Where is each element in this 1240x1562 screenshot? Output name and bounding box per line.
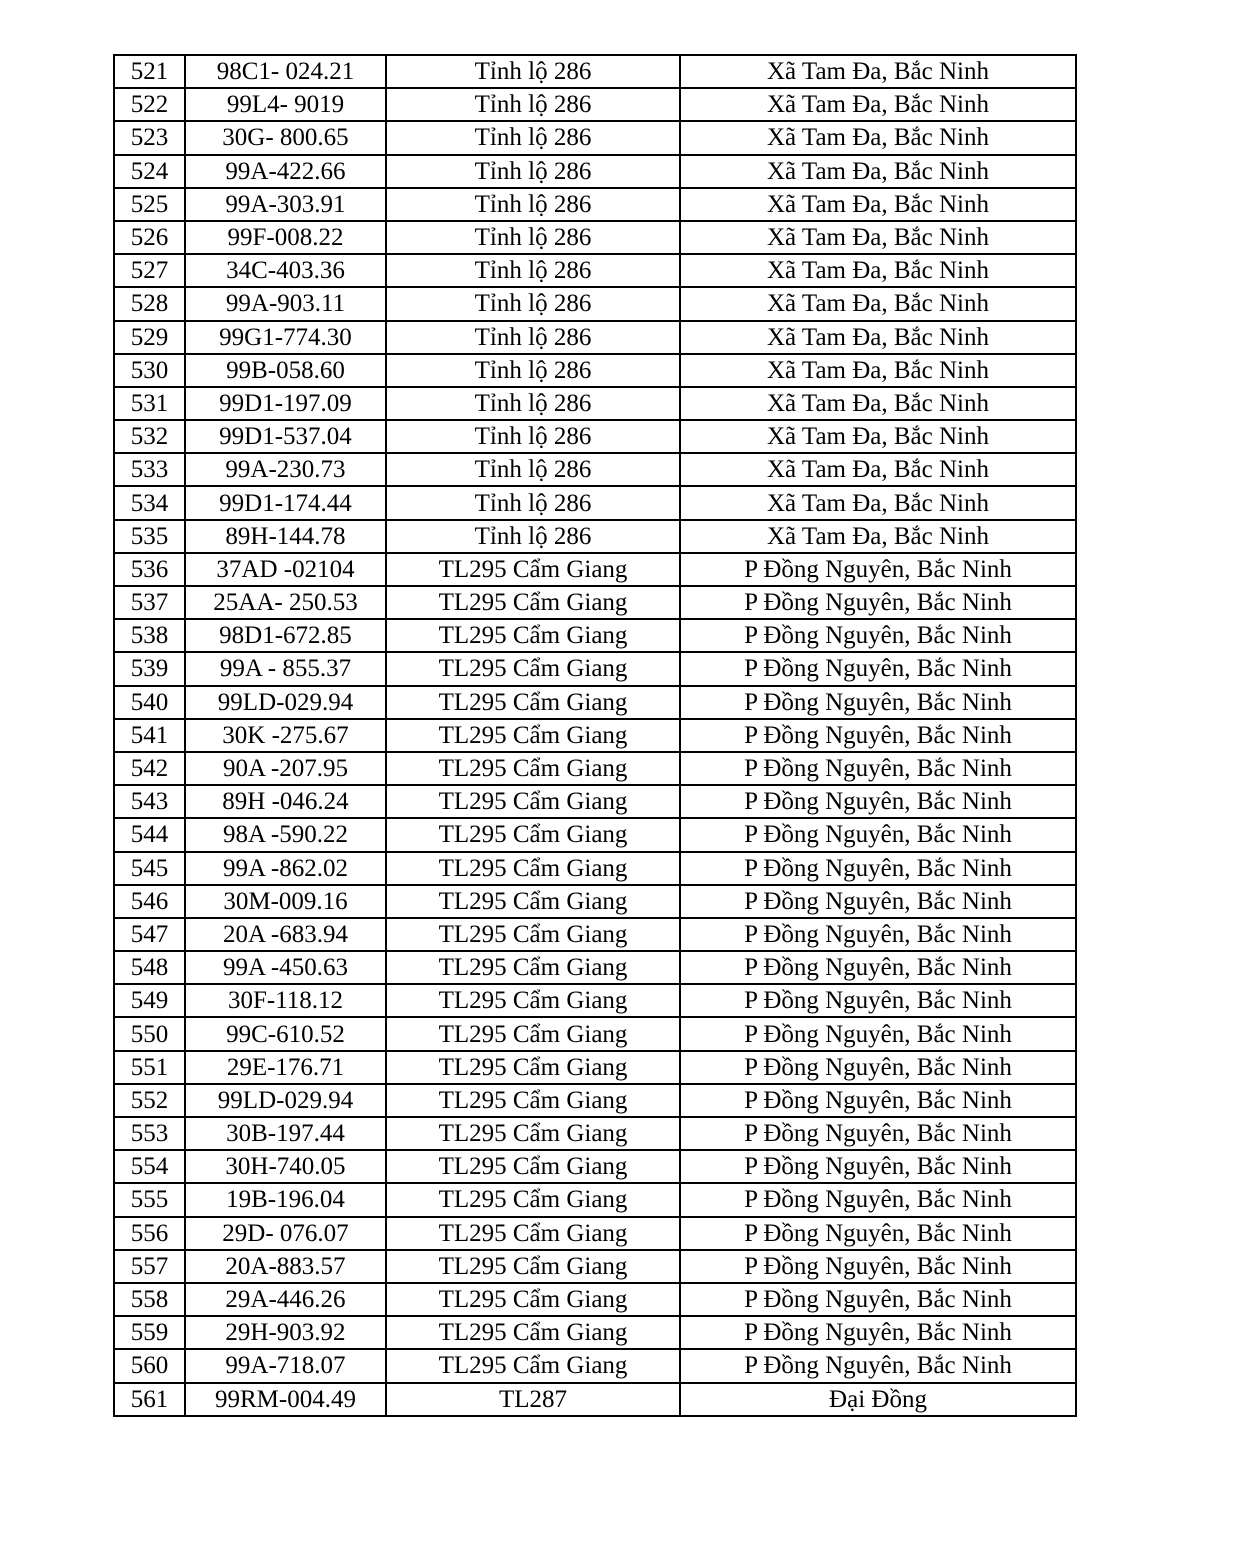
road-cell: TL295 Cẩm Giang	[386, 752, 680, 785]
license-plate-cell: 99A-422.66	[185, 155, 386, 188]
table-row	[114, 55, 1076, 88]
row-number-cell: 559	[114, 1316, 185, 1349]
row-number-cell: 555	[114, 1183, 185, 1216]
row-number-cell: 556	[114, 1217, 185, 1250]
location-cell: P Đồng Nguyên, Bắc Ninh	[680, 951, 1076, 984]
road-cell: Tỉnh lộ 286	[386, 155, 680, 188]
row-number-cell: 536	[114, 553, 185, 586]
row-number-cell: 541	[114, 719, 185, 752]
table-row	[114, 785, 1076, 818]
road-cell: Tỉnh lộ 286	[386, 121, 680, 154]
road-cell: Tỉnh lộ 286	[386, 520, 680, 553]
table-row	[114, 486, 1076, 519]
license-plate-cell: 29D- 076.07	[185, 1217, 386, 1250]
table-row	[114, 387, 1076, 420]
row-number-cell: 560	[114, 1349, 185, 1382]
row-number-cell: 524	[114, 155, 185, 188]
license-plate-cell: 99L4- 9019	[185, 88, 386, 121]
location-cell: P Đồng Nguyên, Bắc Ninh	[680, 1349, 1076, 1382]
location-cell: Xã Tam Đa, Bắc Ninh	[680, 287, 1076, 320]
row-number-cell: 531	[114, 387, 185, 420]
license-plate-cell: 99B-058.60	[185, 354, 386, 387]
table-body	[114, 55, 1076, 1416]
location-cell: Xã Tam Đa, Bắc Ninh	[680, 387, 1076, 420]
road-cell: TL295 Cẩm Giang	[386, 652, 680, 685]
road-cell: TL295 Cẩm Giang	[386, 1051, 680, 1084]
table-row	[114, 354, 1076, 387]
row-number-cell: 548	[114, 951, 185, 984]
license-plate-cell: 37AD -02104	[185, 553, 386, 586]
row-number-cell: 547	[114, 918, 185, 951]
table-row	[114, 1084, 1076, 1117]
location-cell: Xã Tam Đa, Bắc Ninh	[680, 354, 1076, 387]
row-number-cell: 533	[114, 453, 185, 486]
location-cell: Xã Tam Đa, Bắc Ninh	[680, 188, 1076, 221]
road-cell: TL295 Cẩm Giang	[386, 719, 680, 752]
location-cell: P Đồng Nguyên, Bắc Ninh	[680, 752, 1076, 785]
location-cell: P Đồng Nguyên, Bắc Ninh	[680, 852, 1076, 885]
table-row	[114, 121, 1076, 154]
location-cell: P Đồng Nguyên, Bắc Ninh	[680, 885, 1076, 918]
road-cell: Tỉnh lộ 286	[386, 188, 680, 221]
location-cell: P Đồng Nguyên, Bắc Ninh	[680, 1150, 1076, 1183]
road-cell: TL295 Cẩm Giang	[386, 951, 680, 984]
license-plate-cell: 30H-740.05	[185, 1150, 386, 1183]
row-number-cell: 521	[114, 55, 185, 88]
license-plate-cell: 20A-883.57	[185, 1250, 386, 1283]
row-number-cell: 554	[114, 1150, 185, 1183]
road-cell: Tỉnh lộ 286	[386, 254, 680, 287]
license-plate-cell: 89H-144.78	[185, 520, 386, 553]
road-cell: TL295 Cẩm Giang	[386, 686, 680, 719]
road-cell: TL295 Cẩm Giang	[386, 553, 680, 586]
road-cell: Tỉnh lộ 286	[386, 88, 680, 121]
road-cell: Tỉnh lộ 286	[386, 354, 680, 387]
license-plate-cell: 30K -275.67	[185, 719, 386, 752]
table-row	[114, 520, 1076, 553]
table-row	[114, 254, 1076, 287]
license-plate-cell: 99A-903.11	[185, 287, 386, 320]
location-cell: P Đồng Nguyên, Bắc Ninh	[680, 719, 1076, 752]
road-cell: TL295 Cẩm Giang	[386, 852, 680, 885]
road-cell: Tỉnh lộ 286	[386, 221, 680, 254]
road-cell: TL295 Cẩm Giang	[386, 1117, 680, 1150]
license-plate-cell: 99A - 855.37	[185, 652, 386, 685]
row-number-cell: 549	[114, 984, 185, 1017]
row-number-cell: 539	[114, 652, 185, 685]
row-number-cell: 543	[114, 785, 185, 818]
license-plate-cell: 99G1-774.30	[185, 321, 386, 354]
road-cell: Tỉnh lộ 286	[386, 287, 680, 320]
row-number-cell: 544	[114, 818, 185, 851]
road-cell: TL295 Cẩm Giang	[386, 1316, 680, 1349]
license-plate-cell: 30M-009.16	[185, 885, 386, 918]
table-row	[114, 586, 1076, 619]
license-plate-cell: 99A -862.02	[185, 852, 386, 885]
table-row	[114, 686, 1076, 719]
table-row	[114, 1150, 1076, 1183]
location-cell: P Đồng Nguyên, Bắc Ninh	[680, 918, 1076, 951]
table-row	[114, 188, 1076, 221]
road-cell: TL287	[386, 1383, 680, 1416]
license-plate-cell: 30B-197.44	[185, 1117, 386, 1150]
row-number-cell: 551	[114, 1051, 185, 1084]
location-cell: P Đồng Nguyên, Bắc Ninh	[680, 1117, 1076, 1150]
table-row	[114, 1316, 1076, 1349]
location-cell: P Đồng Nguyên, Bắc Ninh	[680, 1217, 1076, 1250]
location-cell: Xã Tam Đa, Bắc Ninh	[680, 321, 1076, 354]
road-cell: TL295 Cẩm Giang	[386, 1084, 680, 1117]
location-cell: P Đồng Nguyên, Bắc Ninh	[680, 1183, 1076, 1216]
row-number-cell: 550	[114, 1017, 185, 1050]
table-row	[114, 719, 1076, 752]
road-cell: Tỉnh lộ 286	[386, 486, 680, 519]
table-row	[114, 918, 1076, 951]
license-plate-cell: 99C-610.52	[185, 1017, 386, 1050]
road-cell: TL295 Cẩm Giang	[386, 1183, 680, 1216]
row-number-cell: 534	[114, 486, 185, 519]
location-cell: P Đồng Nguyên, Bắc Ninh	[680, 1316, 1076, 1349]
table-row	[114, 984, 1076, 1017]
table-row	[114, 1017, 1076, 1050]
violations-table	[113, 54, 1077, 1417]
road-cell: Tỉnh lộ 286	[386, 55, 680, 88]
license-plate-cell: 30G- 800.65	[185, 121, 386, 154]
license-plate-cell: 89H -046.24	[185, 785, 386, 818]
license-plate-cell: 20A -683.94	[185, 918, 386, 951]
row-number-cell: 546	[114, 885, 185, 918]
license-plate-cell: 29A-446.26	[185, 1283, 386, 1316]
row-number-cell: 558	[114, 1283, 185, 1316]
row-number-cell: 527	[114, 254, 185, 287]
license-plate-cell: 99A -450.63	[185, 951, 386, 984]
license-plate-cell: 30F-118.12	[185, 984, 386, 1017]
table-row	[114, 1283, 1076, 1316]
location-cell: Xã Tam Đa, Bắc Ninh	[680, 520, 1076, 553]
license-plate-cell: 99A-230.73	[185, 453, 386, 486]
row-number-cell: 552	[114, 1084, 185, 1117]
location-cell: Xã Tam Đa, Bắc Ninh	[680, 453, 1076, 486]
row-number-cell: 535	[114, 520, 185, 553]
road-cell: TL295 Cẩm Giang	[386, 1217, 680, 1250]
table-row	[114, 619, 1076, 652]
table-row	[114, 1183, 1076, 1216]
table-row	[114, 420, 1076, 453]
location-cell: P Đồng Nguyên, Bắc Ninh	[680, 1084, 1076, 1117]
road-cell: TL295 Cẩm Giang	[386, 984, 680, 1017]
road-cell: TL295 Cẩm Giang	[386, 1349, 680, 1382]
license-plate-cell: 99LD-029.94	[185, 686, 386, 719]
license-plate-cell: 99LD-029.94	[185, 1084, 386, 1117]
table-row	[114, 453, 1076, 486]
location-cell: Đại Đồng	[680, 1383, 1076, 1416]
row-number-cell: 553	[114, 1117, 185, 1150]
road-cell: TL295 Cẩm Giang	[386, 918, 680, 951]
table-row	[114, 287, 1076, 320]
row-number-cell: 525	[114, 188, 185, 221]
license-plate-cell: 90A -207.95	[185, 752, 386, 785]
location-cell: P Đồng Nguyên, Bắc Ninh	[680, 686, 1076, 719]
table-row	[114, 1250, 1076, 1283]
license-plate-cell: 99D1-174.44	[185, 486, 386, 519]
table-row	[114, 1383, 1076, 1416]
row-number-cell: 557	[114, 1250, 185, 1283]
location-cell: P Đồng Nguyên, Bắc Ninh	[680, 984, 1076, 1017]
location-cell: Xã Tam Đa, Bắc Ninh	[680, 420, 1076, 453]
table-row	[114, 553, 1076, 586]
road-cell: Tỉnh lộ 286	[386, 387, 680, 420]
table-row	[114, 652, 1076, 685]
table-row	[114, 88, 1076, 121]
license-plate-cell: 99A-303.91	[185, 188, 386, 221]
license-plate-cell: 98D1-672.85	[185, 619, 386, 652]
row-number-cell: 526	[114, 221, 185, 254]
location-cell: Xã Tam Đa, Bắc Ninh	[680, 155, 1076, 188]
license-plate-cell: 99D1-537.04	[185, 420, 386, 453]
row-number-cell: 530	[114, 354, 185, 387]
location-cell: P Đồng Nguyên, Bắc Ninh	[680, 785, 1076, 818]
row-number-cell: 545	[114, 852, 185, 885]
row-number-cell: 532	[114, 420, 185, 453]
road-cell: TL295 Cẩm Giang	[386, 1150, 680, 1183]
road-cell: TL295 Cẩm Giang	[386, 1017, 680, 1050]
table-row	[114, 818, 1076, 851]
row-number-cell: 537	[114, 586, 185, 619]
license-plate-cell: 29E-176.71	[185, 1051, 386, 1084]
table-row	[114, 951, 1076, 984]
license-plate-cell: 25AA- 250.53	[185, 586, 386, 619]
table-row	[114, 1051, 1076, 1084]
row-number-cell: 522	[114, 88, 185, 121]
row-number-cell: 561	[114, 1383, 185, 1416]
license-plate-cell: 34C-403.36	[185, 254, 386, 287]
location-cell: Xã Tam Đa, Bắc Ninh	[680, 254, 1076, 287]
road-cell: TL295 Cẩm Giang	[386, 619, 680, 652]
road-cell: Tỉnh lộ 286	[386, 453, 680, 486]
table-row	[114, 852, 1076, 885]
location-cell: Xã Tam Đa, Bắc Ninh	[680, 88, 1076, 121]
road-cell: Tỉnh lộ 286	[386, 420, 680, 453]
table-row	[114, 221, 1076, 254]
table-row	[114, 155, 1076, 188]
row-number-cell: 523	[114, 121, 185, 154]
location-cell: Xã Tam Đa, Bắc Ninh	[680, 221, 1076, 254]
license-plate-cell: 99D1-197.09	[185, 387, 386, 420]
location-cell: P Đồng Nguyên, Bắc Ninh	[680, 553, 1076, 586]
table-row	[114, 885, 1076, 918]
location-cell: Xã Tam Đa, Bắc Ninh	[680, 55, 1076, 88]
table-row	[114, 1217, 1076, 1250]
location-cell: P Đồng Nguyên, Bắc Ninh	[680, 1017, 1076, 1050]
road-cell: TL295 Cẩm Giang	[386, 1283, 680, 1316]
table-row	[114, 1117, 1076, 1150]
license-plate-cell: 19B-196.04	[185, 1183, 386, 1216]
road-cell: TL295 Cẩm Giang	[386, 1250, 680, 1283]
location-cell: P Đồng Nguyên, Bắc Ninh	[680, 619, 1076, 652]
license-plate-cell: 99A-718.07	[185, 1349, 386, 1382]
location-cell: P Đồng Nguyên, Bắc Ninh	[680, 1283, 1076, 1316]
road-cell: Tỉnh lộ 286	[386, 321, 680, 354]
row-number-cell: 529	[114, 321, 185, 354]
license-plate-cell: 29H-903.92	[185, 1316, 386, 1349]
road-cell: TL295 Cẩm Giang	[386, 785, 680, 818]
table-row	[114, 1349, 1076, 1382]
road-cell: TL295 Cẩm Giang	[386, 885, 680, 918]
license-plate-cell: 98C1- 024.21	[185, 55, 386, 88]
row-number-cell: 538	[114, 619, 185, 652]
row-number-cell: 540	[114, 686, 185, 719]
license-plate-cell: 98A -590.22	[185, 818, 386, 851]
table-row	[114, 752, 1076, 785]
document-page	[113, 54, 1077, 1417]
road-cell: TL295 Cẩm Giang	[386, 818, 680, 851]
license-plate-cell: 99F-008.22	[185, 221, 386, 254]
location-cell: P Đồng Nguyên, Bắc Ninh	[680, 586, 1076, 619]
location-cell: Xã Tam Đa, Bắc Ninh	[680, 121, 1076, 154]
row-number-cell: 528	[114, 287, 185, 320]
location-cell: P Đồng Nguyên, Bắc Ninh	[680, 652, 1076, 685]
road-cell: TL295 Cẩm Giang	[386, 586, 680, 619]
table-row	[114, 321, 1076, 354]
row-number-cell: 542	[114, 752, 185, 785]
location-cell: Xã Tam Đa, Bắc Ninh	[680, 486, 1076, 519]
location-cell: P Đồng Nguyên, Bắc Ninh	[680, 1051, 1076, 1084]
location-cell: P Đồng Nguyên, Bắc Ninh	[680, 818, 1076, 851]
license-plate-cell: 99RM-004.49	[185, 1383, 386, 1416]
location-cell: P Đồng Nguyên, Bắc Ninh	[680, 1250, 1076, 1283]
